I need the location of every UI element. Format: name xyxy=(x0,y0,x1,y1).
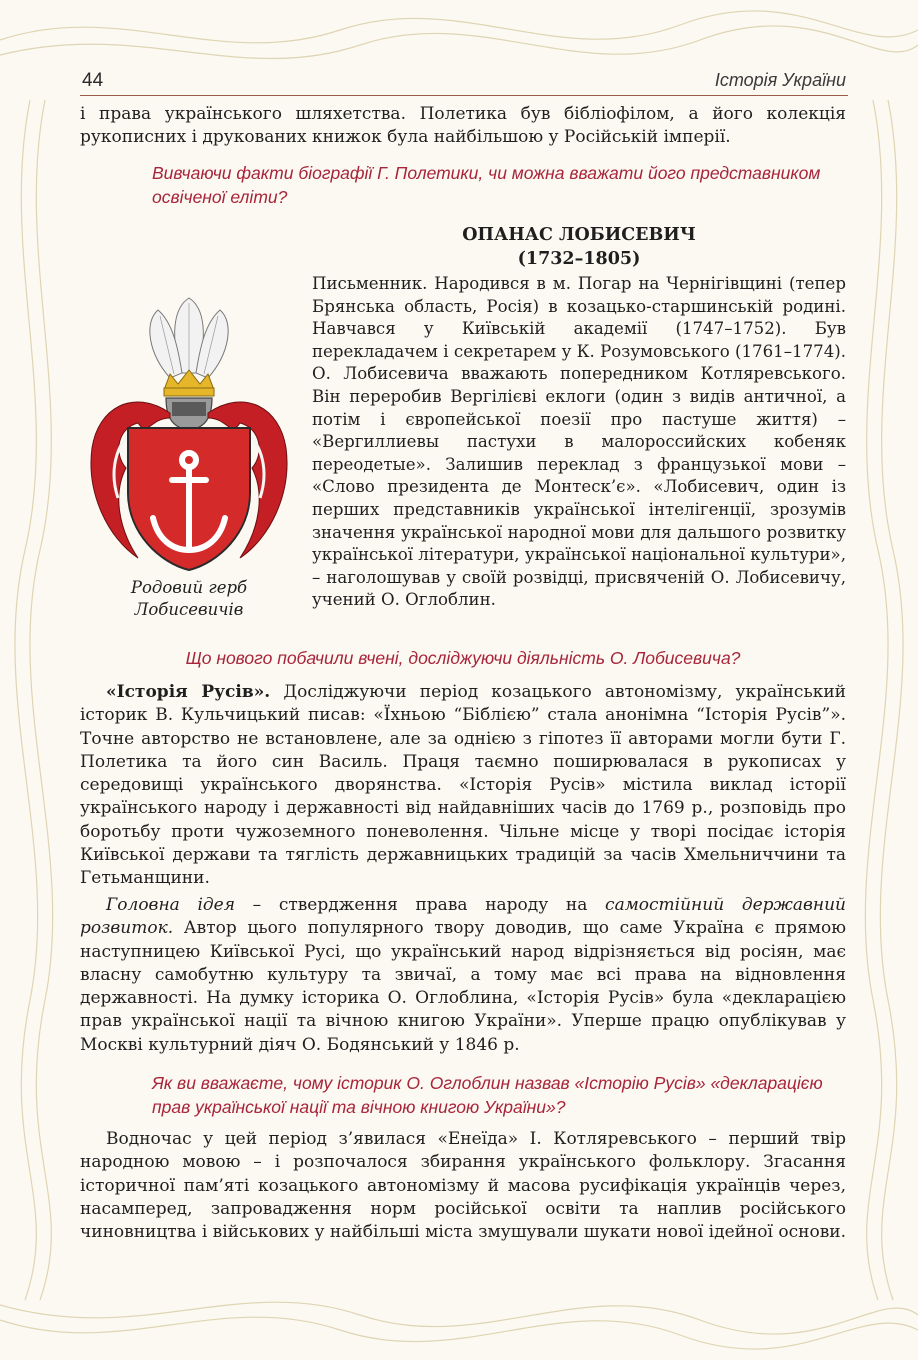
question-lobysevych: Що нового побачили вчені, досліджуючи діяльність О. Лобисевича? xyxy=(185,648,741,668)
istoriia-rusiv-term: «Історія Русів». xyxy=(106,682,271,702)
coat-of-arms-image xyxy=(78,278,300,578)
intro-paragraph: і права українського шляхетства. Полетика був бібліофілом, а його колекція рукописних і друкованих книжок була найбільшою у Російській імперії. xyxy=(80,104,846,148)
crest-caption: Родовий герб Лобисевичів xyxy=(130,578,248,619)
main-idea-emphasis: самостійний державний розвиток. xyxy=(80,895,846,939)
page-number: 44 xyxy=(82,70,104,91)
final-paragraph: Водночас у цей період з’явилася «Енеїда» І. Котляревського – перший твір народною мовою – і розпочалося збирання українського фольклору. Згасання історичної пам’яті козацького автономізму й масова русифікація українців через, насамперед, запровадження норм російської освіти та наплив російського чиновництва і військових у найбільші міста змушували шукати нової ідейної основи. xyxy=(80,1129,847,1243)
main-idea-rest: Автор цього популярного твору доводив, що саме Україна є прямою наступницею Київської Русі, що український народ відрізняється від росіян, має власну самобутню культуру та звичаї, а тому має всі права на відновлення державності. На думку історика О. Оглоблина, «Історія Русів» була «декларацією прав української нації та вічною книгою України». Уперше працю опублікував у Москві культурний діяч О. Бодянський у 1846 р. xyxy=(80,918,846,1055)
bio-years: (1732–1805) xyxy=(517,249,641,269)
bio-title: ОПАНАС ЛОБИСЕВИЧ xyxy=(462,225,696,245)
question-ohloblyn: Як ви вважаєте, чому історик О. Оглоблин назвав «Історію Русів» «декларацією прав української нації та вічною книгою України»? xyxy=(152,1073,823,1117)
bio-text: Письменник. Народився в м. Погар на Чернігівщині (тепер Брянська область, Росія) в козацько-старшинській родині. Навчався у Київській академії (1747–1752). Був перекладачем і секретарем у К. Розумовського (1761–1774). О. Лобисевича вважають попередником Котляревського. Він переробив Вергілієві еклоги (один з видів античної, а потім і європейської поезії про пастуше життя) – «Вергиллиевы пастухи в малороссийских кобеняк переодетые». Залишив переклад з французької мови – «Слово президента де Монтеск’є». «Лобисевич, один із перших представників української інтелігенції, зрозумів значення української народної мови для дальшого розвитку української літератури, української національної культури», – наголошував у своїй розвідці, присвяченій О. Лобисевичу, учений О. Оглоблин. xyxy=(312,274,846,610)
main-idea-mid: – ствердження права народу на xyxy=(234,895,606,915)
main-idea-paragraph xyxy=(80,894,846,1057)
running-head: Історія України xyxy=(714,70,846,90)
question-poletyka: Вивчаючи факти біографії Г. Полетики, чи можна вважати його представником освіченої еліти? xyxy=(152,163,821,207)
istoriia-rusiv-text: Досліджуючи період козацького автономізму, український історик В. Кульчицький писав: «Їхньою “Біблією” стала анонімна “Історія Русів”». Точне авторство не встановлене, але за однією з гіпотез її авторами могли бути Г. Полетика та його син Василь. Праця таємно поширювалася в рукописах у середовищі українського дворянства. «Історія Русів» містила виклад історії українського народу і державності від найдавніших часів до 1769 р., розповідь про боротьбу проти чужоземного поневолення. Чільне місце у творі посідає історія Київської держави та тяглість державницьких традицій за часів Хмельниччини та Гетьманщини. xyxy=(80,682,846,889)
main-idea-lead: Головна ідея xyxy=(106,895,235,915)
header-rule xyxy=(80,95,848,96)
istoriia-rusiv-paragraph xyxy=(80,681,846,891)
